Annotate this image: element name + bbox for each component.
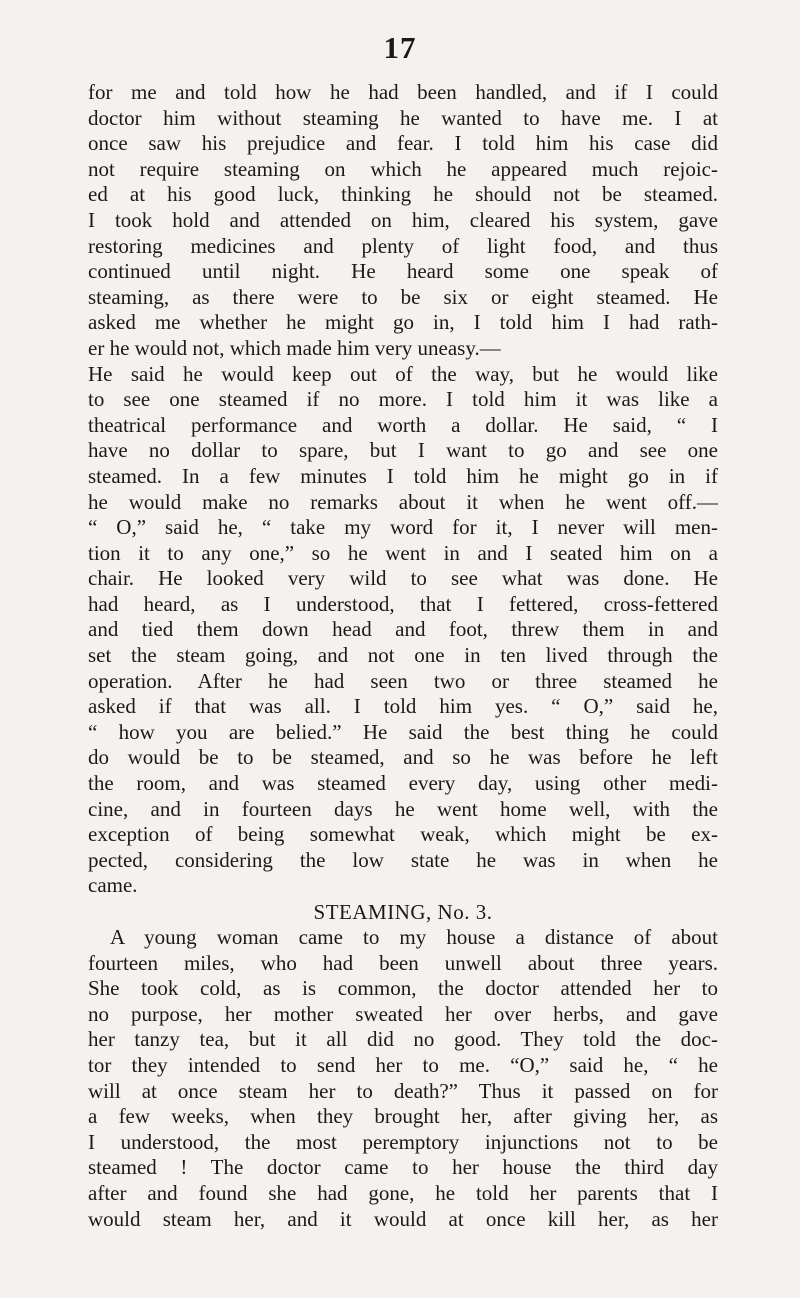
text-line: once saw his prejudice and fear. I told him his case did (88, 131, 718, 156)
text-line: “ O,” said he, “ take my word for it, I never will men- (88, 515, 718, 540)
text-line: no purpose, her mother sweated her over herbs, and gave (88, 1001, 718, 1026)
page-number: 17 (383, 30, 417, 65)
section-heading: STEAMING, No. 3. (313, 900, 493, 924)
text-line: the room, and was steamed every day, using other medi- (88, 771, 718, 796)
text-line: exception of being somewhat weak, which might be ex- (88, 822, 718, 847)
text-line: continued until night. He heard some one speak of (88, 259, 718, 284)
text-line: He said he would keep out of the way, but he would like (88, 361, 718, 386)
text-line: pected, considering the low state he was in when he (88, 847, 718, 872)
text-line: have no dollar to spare, but I want to go and see one (88, 438, 718, 463)
text-line: steaming, as there were to be six or eight steamed. He (88, 284, 718, 309)
text-line: A young woman came to my house a distance of about (110, 925, 718, 949)
text-line: and tied them down head and foot, threw them in and (88, 617, 718, 642)
text-line: he would make no remarks about it when he went off.— (88, 489, 718, 514)
body-text (88, 80, 718, 1232)
text-line: I understood, the most peremptory injunctions not to be (88, 1129, 718, 1154)
text-line: tion it to any one,” so he went in and I seated him on a (88, 540, 718, 565)
text-line: to see one steamed if no more. I told him it was like a (88, 387, 718, 412)
text-line: “ how you are belied.” He said the best thing he could (88, 719, 718, 744)
text-line: not require steaming on which he appeared much rejoic- (88, 156, 718, 181)
text-line: do would be to be steamed, and so he was before he left (88, 745, 718, 770)
text-line: asked if that was all. I told him yes. “ O,” said he, (88, 694, 718, 719)
text-line: would steam her, and it would at once kill her, as her (88, 1206, 718, 1231)
text-line: her tanzy tea, but it all did no good. They told the doc- (88, 1027, 718, 1052)
text-line: fourteen miles, who had been unwell about three years. (88, 950, 718, 975)
text-line: set the steam going, and not one in ten lived through the (88, 643, 718, 668)
text-line: had heard, as I understood, that I fettered, cross-fettered (88, 591, 718, 616)
text-line: steamed. In a few minutes I told him he might go in if (88, 463, 718, 488)
text-line: ed at his good luck, thinking he should not be steamed. (88, 182, 718, 207)
text-line: She took cold, as is common, the doctor attended her to (88, 976, 718, 1001)
text-line: for me and told how he had been handled, and if I could (88, 80, 718, 104)
text-line: steamed ! The doctor came to her house the third day (88, 1155, 718, 1180)
text-line: asked me whether he might go in, I told him I had rath- (88, 310, 718, 335)
text-line: chair. He looked very wild to see what was done. He (88, 566, 718, 591)
paragraph-steaming-no-3 (88, 925, 718, 1232)
text-line: tor they intended to send her to me. “O,” said he, “ he (88, 1052, 718, 1077)
text-line: theatrical performance and worth a dollar. He said, “ I (88, 412, 718, 437)
text-line: I took hold and attended on him, cleared his system, gave (88, 207, 718, 232)
text-line: er he would not, which made him very uneasy.— (88, 335, 501, 360)
text-line: operation. After he had seen two or three steamed he (88, 668, 718, 693)
text-line: after and found she had gone, he told her parents that I (88, 1180, 718, 1205)
text-line: came. (88, 873, 138, 898)
text-line: doctor him without steaming he wanted to have me. I at (88, 105, 718, 130)
text-line: will at once steam her to death?” Thus it passed on for (88, 1078, 718, 1103)
text-line: restoring medicines and plenty of light food, and thus (88, 233, 718, 258)
text-line: a few weeks, when they brought her, after giving her, as (88, 1104, 718, 1129)
text-line: cine, and in fourteen days he went home well, with the (88, 796, 718, 821)
paragraph-steaming-no-2-continued (88, 80, 718, 899)
